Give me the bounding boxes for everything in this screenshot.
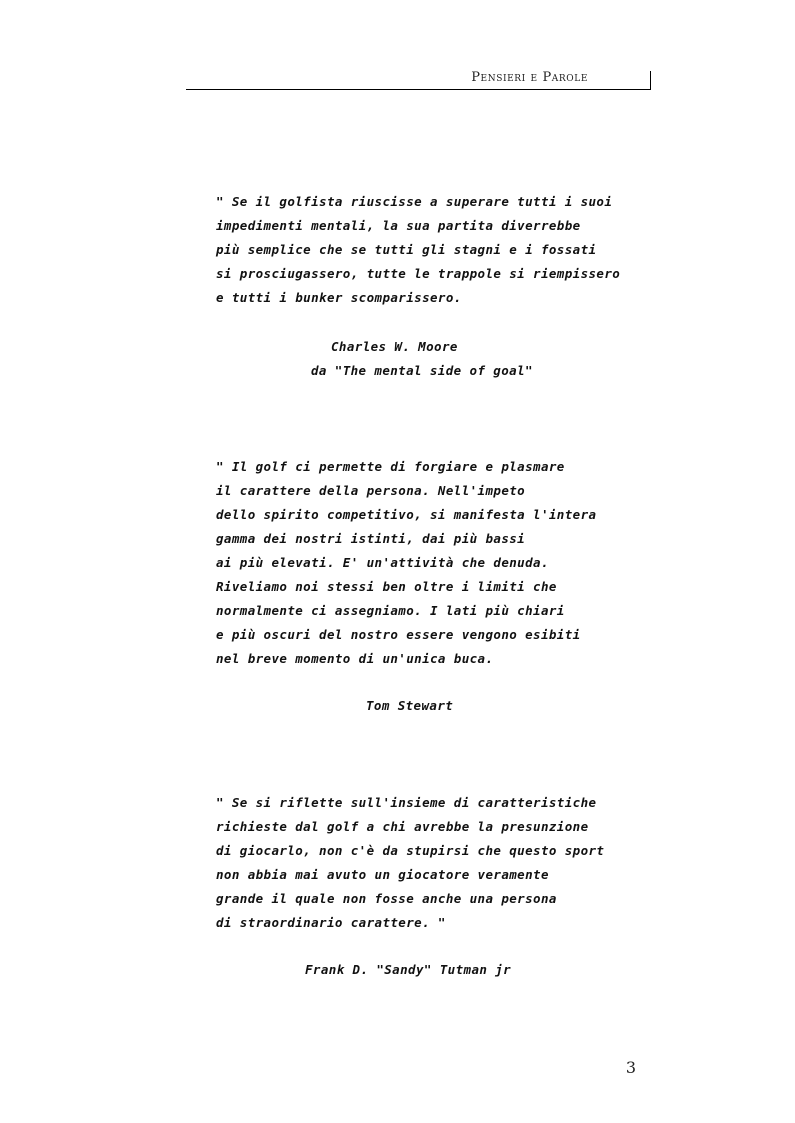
- quote-line: Riveliamo noi stessi ben oltre i limiti che: [216, 579, 557, 594]
- quote-1-author: Charles W. Moore: [331, 339, 458, 354]
- quote-line: e tutti i bunker scomparissero.: [216, 290, 462, 305]
- quote-line: gamma dei nostri istinti, dai più bassi: [216, 531, 526, 546]
- quote-line: non abbia mai avuto un giocatore veramente: [216, 867, 549, 882]
- quote-line: " Il golf ci permette di forgiare e plasmare: [216, 459, 565, 474]
- quote-line: grande il quale non fosse anche una persona: [216, 891, 557, 906]
- header-rule: [186, 89, 651, 90]
- quote-3: [216, 791, 636, 935]
- quote-2-author: Tom Stewart: [366, 698, 454, 713]
- quote-line: di giocarlo, non c'è da stupirsi che questo sport: [216, 843, 605, 858]
- quote-line: " Se si riflette sull'insieme di caratteristiche: [216, 795, 597, 810]
- quote-line: " Se il golfista riuscisse a superare tutti i suoi: [216, 194, 613, 209]
- quote-1-source: da "The mental side of goal": [311, 363, 533, 378]
- header-rule-tick: [650, 71, 651, 90]
- quote-line: richieste dal golf a chi avrebbe la presunzione: [216, 819, 589, 834]
- quote-line: di straordinario carattere. ": [216, 915, 446, 930]
- quote-line: impedimenti mentali, la sua partita diverrebbe: [216, 218, 581, 233]
- quote-line: più semplice che se tutti gli stagni e i fossati: [216, 242, 597, 257]
- quote-line: ai più elevati. E' un'attività che denuda.: [216, 555, 549, 570]
- quote-2: [216, 455, 636, 671]
- quote-line: il carattere della persona. Nell'impeto: [216, 483, 526, 498]
- quote-line: normalmente ci assegniamo. I lati più chiari: [216, 603, 565, 618]
- quote-line: si prosciugassero, tutte le trappole si riempissero: [216, 266, 621, 281]
- page-number: 3: [625, 1058, 636, 1077]
- quote-line: dello spirito competitivo, si manifesta l'intera: [216, 507, 597, 522]
- quote-1: [216, 190, 636, 310]
- running-header-title: Pensieri e Parole: [471, 70, 588, 85]
- quote-line: e più oscuri del nostro essere vengono esibiti: [216, 627, 581, 642]
- quote-line: nel breve momento di un'unica buca.: [216, 651, 494, 666]
- quote-3-author: Frank D. "Sandy" Tutman jr: [305, 962, 512, 977]
